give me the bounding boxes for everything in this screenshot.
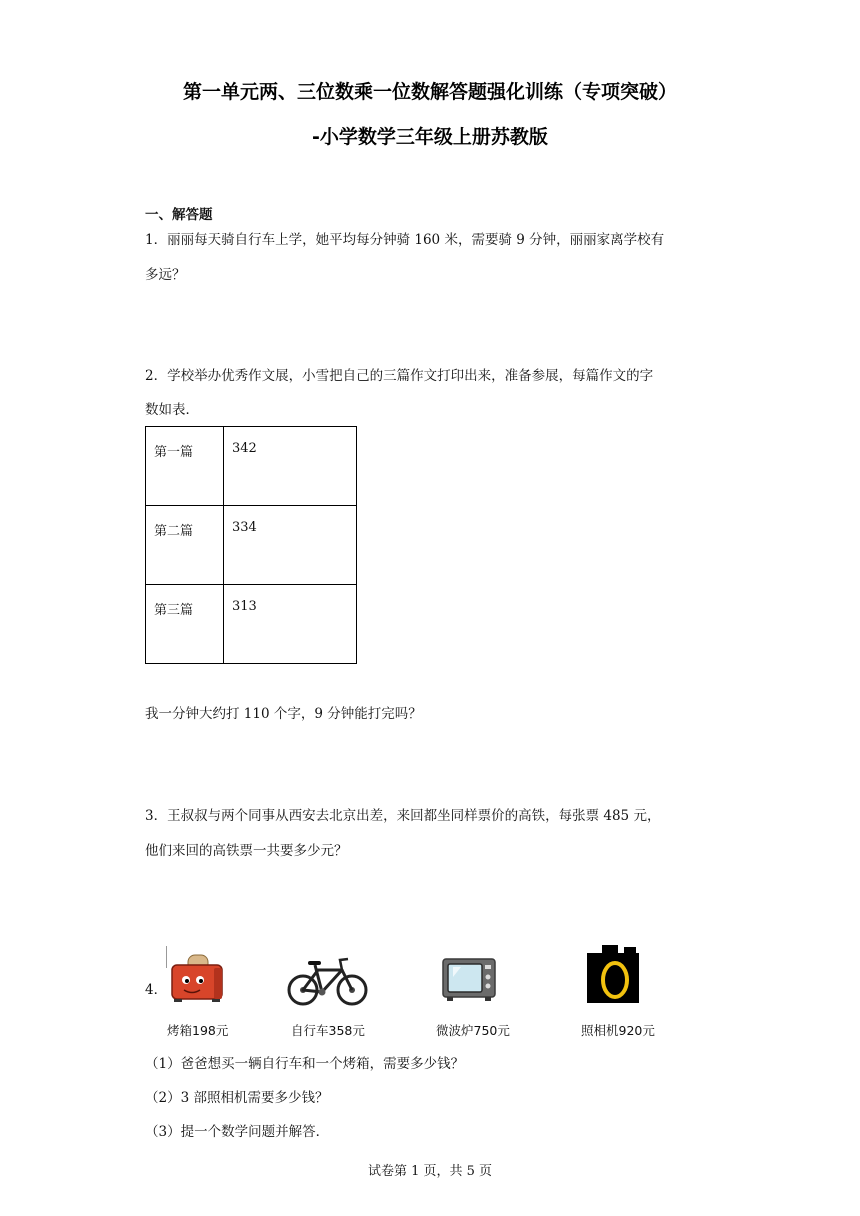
q4-sub2: （2）3 部照相机需要多少钱？	[145, 1090, 329, 1106]
toaster-icon	[166, 952, 228, 1008]
table-row	[146, 427, 357, 506]
table-cell-name: 第二篇	[146, 506, 224, 585]
q3-line2: 他们来回的高铁票一共要多少元？	[145, 843, 348, 859]
table-cell-count: 334	[224, 506, 357, 585]
table-cell-count: 342	[224, 427, 357, 506]
q1-line1: 1．丽丽每天骑自行车上学，她平均每分钟骑 160 米，需要骑 9 分钟，丽丽家离学校有	[145, 232, 665, 248]
q3-line1: 3．王叔叔与两个同事从西安去北京出差，来回都坐同样票价的高铁，每张票 485 元，	[145, 808, 661, 824]
q4-number: 4．	[145, 982, 168, 998]
table-cell-count: 313	[224, 585, 357, 664]
q2-question: 我一分钟大约打 110 个字，9 分钟能打完吗？	[145, 706, 422, 722]
microwave-label: 微波炉750元	[436, 1023, 510, 1038]
section-heading: 一、解答题	[145, 207, 213, 223]
bicycle-label: 自行车358元	[291, 1023, 365, 1038]
q4-sub1: （1）爸爸想买一辆自行车和一个烤箱，需要多少钱？	[145, 1056, 465, 1072]
q1-line2: 多远？	[145, 267, 186, 283]
q4-sub3: （3）提一个数学问题并解答．	[145, 1124, 330, 1140]
bicycle-icon	[286, 952, 370, 1012]
microwave-icon	[441, 955, 497, 1007]
q2-line1: 2．学校举办优秀作文展，小雪把自己的三篇作文打印出来，准备参展，每篇作文的字	[145, 368, 654, 384]
document-title-line2: -小学数学三年级上册苏教版	[312, 126, 548, 148]
table-row	[146, 585, 357, 664]
page-footer: 试卷第 1 页，共 5 页	[367, 1164, 493, 1179]
table-cell-name: 第一篇	[146, 427, 224, 506]
q2-line2: 数如表．	[145, 402, 199, 418]
toaster-label: 烤箱198元	[167, 1023, 229, 1038]
essay-word-count-table	[145, 426, 357, 664]
camera-label: 照相机920元	[581, 1023, 655, 1038]
camera-icon	[585, 943, 641, 1009]
document-title-line1: 第一单元两、三位数乘一位数解答题强化训练（专项突破）	[182, 81, 677, 103]
table-row	[146, 506, 357, 585]
table-cell-name: 第三篇	[146, 585, 224, 664]
